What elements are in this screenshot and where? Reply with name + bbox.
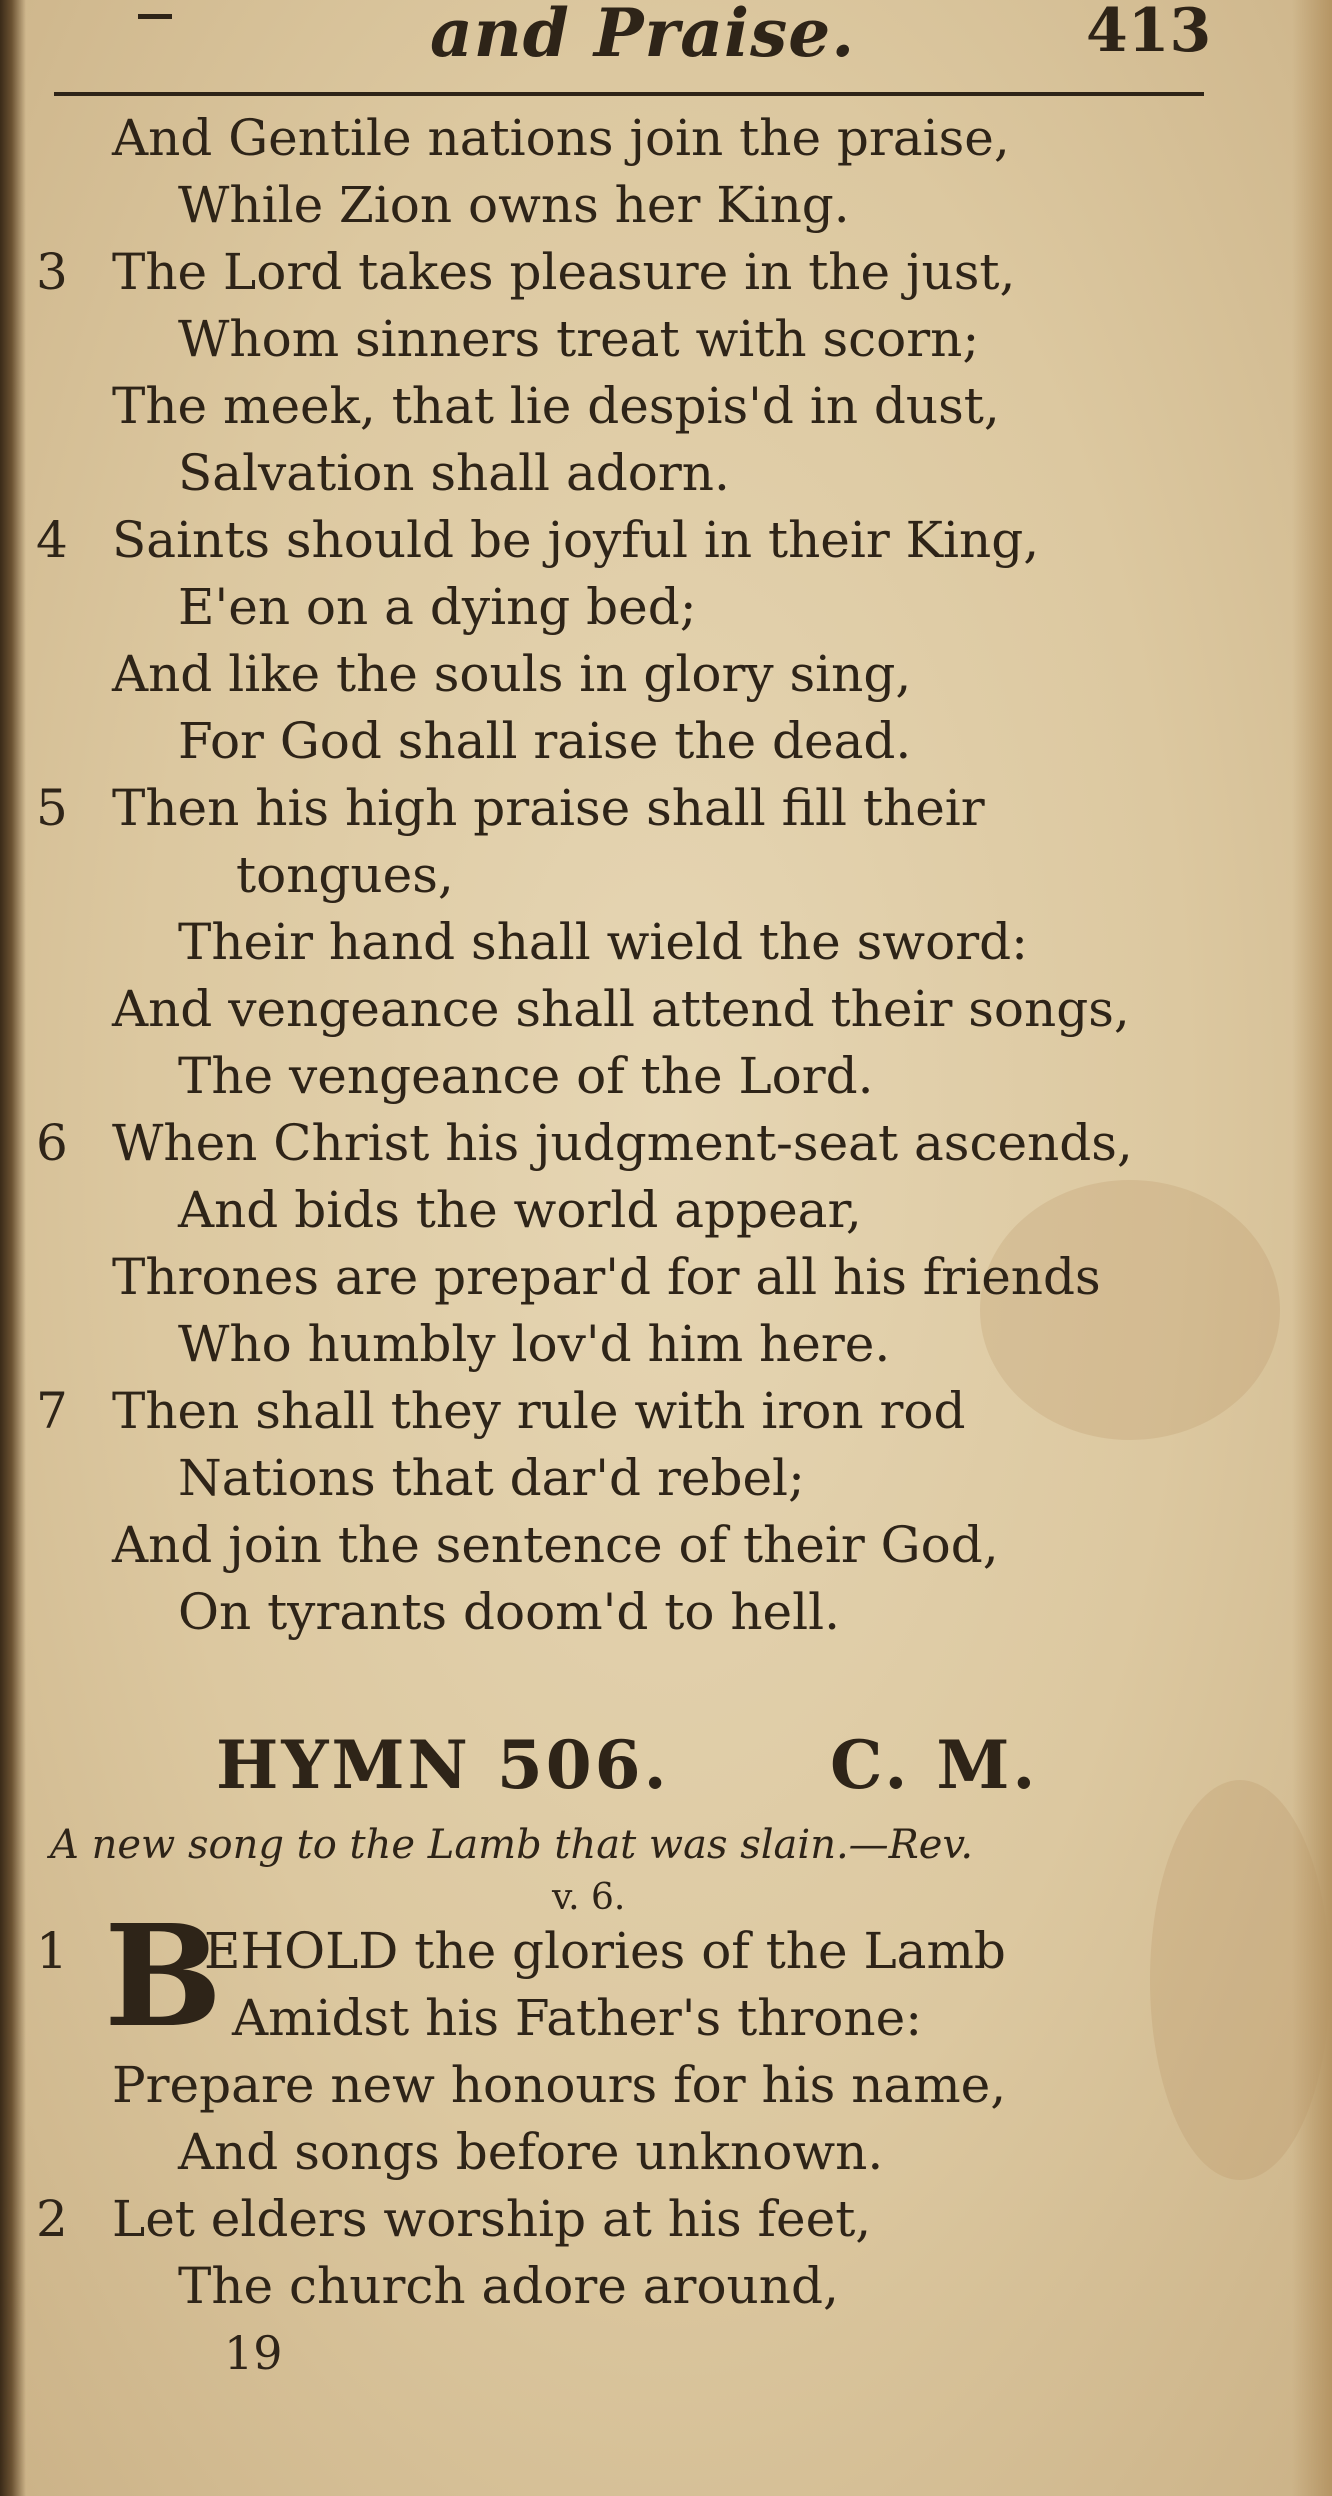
verse-line-text: Whom sinners treat with scorn;: [178, 310, 980, 368]
verse-line-text: When Christ his judgment-seat ascends,: [112, 1114, 1133, 1172]
verse-line: [0, 1378, 1332, 1445]
page-body: [0, 105, 1332, 2390]
verse-line: [0, 1244, 1332, 1311]
verse-line: [0, 373, 1332, 440]
page-header: [0, 0, 1332, 90]
verse-line: [0, 574, 1332, 641]
running-title: and Praise.: [430, 0, 856, 72]
verse-line-text: For God shall raise the dead.: [178, 712, 912, 770]
verse-line: [0, 1579, 1332, 1646]
verse-line: [0, 1512, 1332, 1579]
verse-line-text: And songs before unknown.: [178, 2123, 884, 2181]
verse-number: 4: [36, 511, 68, 569]
verse-line-text: Salvation shall adorn.: [178, 444, 730, 502]
verse-line: [0, 1445, 1332, 1512]
verse-line-text: Prepare new honours for his name,: [112, 2056, 1007, 2114]
verse-line: [0, 507, 1332, 574]
verse-line: [0, 239, 1332, 306]
hymn-heading: [0, 1726, 1332, 1812]
verse-line: [0, 1110, 1332, 1177]
verse-number: 2: [36, 2190, 68, 2248]
drop-cap: B: [104, 1895, 223, 2059]
verse-line-text: The vengeance of the Lord.: [178, 1047, 874, 1105]
verse-line-text: Then his high praise shall fill their: [112, 779, 985, 837]
verse-number: 6: [36, 1114, 68, 1172]
verse-number: 1: [36, 1922, 68, 1980]
verse-line: [0, 976, 1332, 1043]
verse-line: [0, 105, 1332, 172]
verse-line-text: The meek, that lie despis'd in dust,: [112, 377, 1000, 435]
verse-line-text: tongues,: [236, 846, 454, 904]
verse-number: 5: [36, 779, 68, 837]
hymn-505-continued: [0, 105, 1332, 1646]
verse-line-text: And like the souls in glory sing,: [112, 645, 912, 703]
verse-line: [0, 775, 1332, 842]
header-dash: [138, 14, 172, 19]
verse-line-text: Who humbly lov'd him here.: [178, 1315, 891, 1373]
verse-line-text: The Lord takes pleasure in the just,: [112, 243, 1016, 301]
verse-line-text: Saints should be joyful in their King,: [112, 511, 1040, 569]
verse-line: [0, 1177, 1332, 1244]
verse-line-text: On tyrants doom'd to hell.: [178, 1583, 841, 1641]
verse-line-text: And Gentile nations join the praise,: [112, 109, 1010, 167]
verse-line: [0, 1043, 1332, 1110]
verse-number: 7: [36, 1382, 68, 1440]
verse-line: [0, 2186, 1332, 2253]
header-rule: [54, 92, 1204, 96]
verse-line-text: Nations that dar'd rebel;: [178, 1449, 805, 1507]
signature-mark: [0, 2320, 1332, 2390]
verse-line-text: EHOLD the glories of the Lamb: [204, 1922, 1006, 1980]
hymn-subtitle-ref-text: v. 6.: [552, 1877, 626, 1918]
verse-line-text: Thrones are prepar'd for all his friends: [112, 1248, 1101, 1306]
verse-line: [0, 641, 1332, 708]
verse-line: [0, 306, 1332, 373]
hymn-meter: C. M.: [830, 1726, 1039, 1804]
verse-line: [0, 842, 1332, 909]
verse-line: [0, 909, 1332, 976]
hymn-subtitle-text: A new song to the Lamb that was slain.—Rev.: [50, 1822, 974, 1868]
verse-line-text: The church adore around,: [178, 2257, 839, 2315]
verse-line: [0, 2052, 1332, 2119]
signature-mark-text: 19: [224, 2326, 283, 2380]
verse-line-text: Their hand shall wield the sword:: [178, 913, 1028, 971]
verse-line-text: While Zion owns her King.: [178, 176, 850, 234]
verse-line-text: Amidst his Father's throne:: [232, 1989, 923, 2047]
verse-line-text: Then shall they rule with iron rod: [112, 1382, 966, 1440]
verse-line: [0, 1985, 1332, 2052]
page-number: 413: [1086, 0, 1212, 66]
verse-line: [0, 440, 1332, 507]
verse-line: [0, 2119, 1332, 2186]
verse-line: [0, 1311, 1332, 1378]
verse-line: [0, 708, 1332, 775]
verse-line-text: And bids the world appear,: [178, 1181, 862, 1239]
verse-line-text: And vengeance shall attend their songs,: [112, 980, 1130, 1038]
hymn-506-verses: [0, 1985, 1332, 2320]
verse-line-text: Let elders worship at his feet,: [112, 2190, 872, 2248]
verse-line-text: And join the sentence of their God,: [112, 1516, 999, 1574]
verse-line: [0, 172, 1332, 239]
verse-line: [0, 2253, 1332, 2320]
verse-line-text: E'en on a dying bed;: [178, 578, 697, 636]
verse-number: 3: [36, 243, 68, 301]
hymn-subtitle: [0, 1812, 1332, 1868]
hymn-number: HYMN 506.: [216, 1726, 670, 1804]
